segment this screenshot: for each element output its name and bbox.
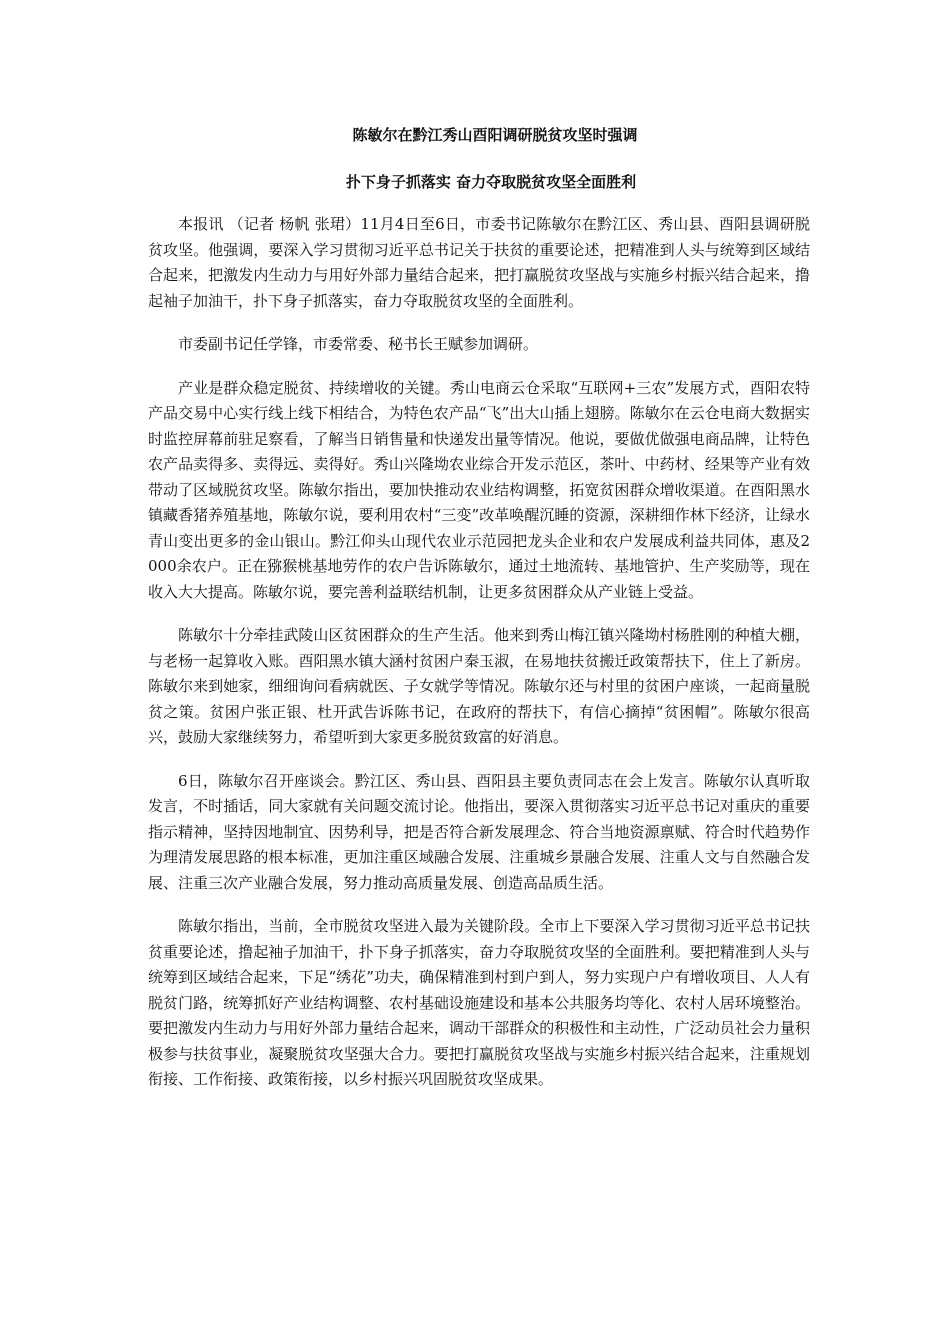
- paragraph-attendees: 市委副书记任学锋，市委常委、秘书长王赋参加调研。: [178, 335, 539, 353]
- paragraph-meeting: 6日，陈敏尔召开座谈会。黔江区、秀山县、酉阳县主要负责同志在会上发言。陈敏尔认真听取发言，不时插话，同大家就有关问题交流讨论。他指出，要深入贯彻落实习近平总书记对重庆的重要指示精神，坚持因地制宜、因势利导，把是否符合新发展理念、符合当地资源禀赋、符合时代趋势作为理清发展思路的根本标准，更加注重区域融合发展、注重城乡景融合发展、注重人文与自然融合发展、注重三次产业融合发展，努力推动高质量发展、创造高品质生活。: [148, 771, 810, 892]
- article-subtitle: 扑下身子抓落实 奋力夺取脱贫攻坚全面胜利: [345, 173, 637, 191]
- paragraph-visits: 陈敏尔十分牵挂武陵山区贫困群众的生产生活。他来到秀山梅江镇兴隆坳村杨胜刚的种植大棚，与老杨一起算收入账。酉阳黑水镇大涵村贫困户秦玉淑，在易地扶贫搬迁政策帮扶下，住上了新房。陈敏尔来到她家，细细询问看病就医、子女就学等情况。陈敏尔还与村里的贫困户座谈，一起商量脱贫之策。贫困户张正银、杜开武告诉陈书记，在政府的帮扶下，有信心摘掉“贫困帽”。陈敏尔很高兴，鼓励大家继续努力，希望听到大家更多脱贫致富的好消息。: [148, 626, 810, 746]
- article-body: [148, 212, 810, 1111]
- paragraph-conclusion: 陈敏尔指出，当前，全市脱贫攻坚进入最为关键阶段。全市上下要深入学习贯彻习近平总书记扶贫重要论述，撸起袖子加油干，扑下身子抓落实，奋力夺取脱贫攻坚的全面胜利。要把精准到人头与统筹到区域结合起来，下足“绣花”功夫，确保精准到村到户到人，努力实现户户有增收项目、人人有脱贫门路，统筹抓好产业结构调整、农村基础设施建设和基本公共服务均等化、农村人居环境整治。要把激发内生动力与用好外部力量结合起来，调动干部群众的积极性和主动性，广泛动员社会力量积极参与扶贫事业，凝聚脱贫攻坚强大合力。要把打赢脱贫攻坚战与实施乡村振兴结合起来，注重规划衔接、工作衔接、政策衔接，以乡村振兴巩固脱贫攻坚成果。: [148, 917, 810, 1088]
- paragraph-industry: 产业是群众稳定脱贫、持续增收的关键。秀山电商云仓采取“互联网+三农”发展方式，酉阳农特产品交易中心实行线上线下相结合，为特色农产品“飞”出大山插上翅膀。陈敏尔在云仓电商大数据实时监控屏幕前驻足察看，了解当日销售量和快递发出量等情况。他说，要做优做强电商品牌，让特色农产品卖得多、卖得远、卖得好。秀山兴隆坳农业综合开发示范区，茶叶、中药材、经果等产业有效带动了区域脱贫攻坚。陈敏尔指出，要加快推动农业结构调整，拓宽贫困群众增收渠道。在酉阳黑水镇藏香猪养殖基地，陈敏尔说，要利用农村“三变”改革唤醒沉睡的资源，深耕细作林下经济，让绿水青山变出更多的金山银山。黔江仰头山现代农业示范园把龙头企业和农户发展成利益共同体，惠及2000余农户。正在猕猴桃基地劳作的农户告诉陈敏尔，通过土地流转、基地管护、生产奖励等，现在收入大大提高。陈敏尔说，要完善利益联结机制，让更多贫困群众从产业链上受益。: [148, 378, 810, 601]
- article-title: 陈敏尔在黔江秀山酉阳调研脱贫攻坚时强调: [352, 126, 638, 144]
- paragraph-lead: 本报讯 （记者 杨帆 张珺）11月4日至6日，市委书记陈敏尔在黔江区、秀山县、酉阳县调研脱贫攻坚。他强调，要深入学习贯彻习近平总书记关于扶贫的重要论述，把精准到人头与统筹到区域结合起来，把激发内生动力与用好外部力量结合起来，把打赢脱贫攻坚战与实施乡村振兴结合起来，撸起袖子加油干，扑下身子抓落实，奋力夺取脱贫攻坚的全面胜利。: [148, 215, 810, 310]
